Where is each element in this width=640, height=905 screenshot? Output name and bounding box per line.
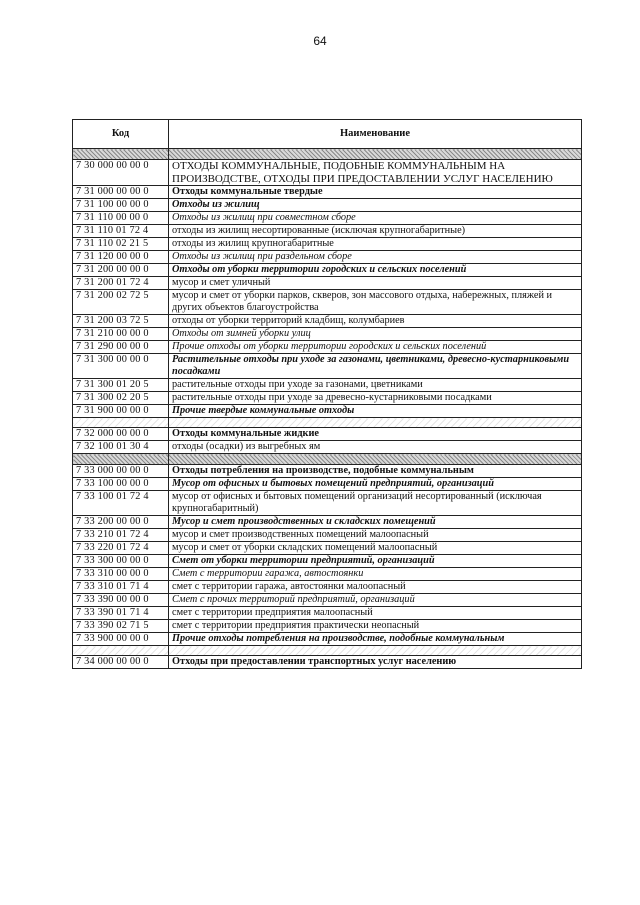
table-row [73, 542, 582, 555]
row-name: мусор и смет уличный [169, 277, 582, 290]
table-row [73, 251, 582, 264]
row-name: мусор и смет производственных помещений малоопасный [169, 529, 582, 542]
separator-cell [73, 454, 169, 465]
row-code: 7 31 200 01 72 4 [73, 277, 169, 290]
waste-classification-table [72, 119, 582, 669]
row-name: Отходы из жилищ [169, 199, 582, 212]
row-name: Прочие твердые коммунальные отходы [169, 405, 582, 418]
row-name: растительные отходы при уходе за газонами, цветниками [169, 379, 582, 392]
table-row [73, 354, 582, 379]
row-code: 7 33 200 00 00 0 [73, 516, 169, 529]
table-row [73, 529, 582, 542]
table-row [73, 379, 582, 392]
row-code: 7 31 120 00 00 0 [73, 251, 169, 264]
row-name: Отходы из жилищ при совместном сборе [169, 212, 582, 225]
table-row [73, 516, 582, 529]
row-code: 7 33 390 00 00 0 [73, 594, 169, 607]
table-row [73, 238, 582, 251]
row-name: Прочие отходы потребления на производстве, подобные коммунальным [169, 633, 582, 646]
table-row [73, 465, 582, 478]
separator-cell [169, 418, 582, 428]
blank-separator-row [73, 646, 582, 656]
row-name: отходы из жилищ крупногабаритные [169, 238, 582, 251]
row-code: 7 33 000 00 00 0 [73, 465, 169, 478]
table-row [73, 555, 582, 568]
row-name: Отходы при предоставлении транспортных услуг населению [169, 656, 582, 669]
row-name: ОТХОДЫ КОММУНАЛЬНЫЕ, ПОДОБНЫЕ КОММУНАЛЬНЫМ НА ПРОИЗВОДСТВЕ, ОТХОДЫ ПРИ ПРЕДОСТАВЛЕНИИ УСЛУГ НАСЕЛЕНИЮ [169, 160, 582, 186]
row-code: 7 31 110 00 00 0 [73, 212, 169, 225]
row-name: растительные отходы при уходе за древесно-кустарниковыми посадками [169, 392, 582, 405]
row-code: 7 32 000 00 00 0 [73, 428, 169, 441]
table-row [73, 581, 582, 594]
row-name: Прочие отходы от уборки территории городских и сельских поселений [169, 341, 582, 354]
separator-cell [169, 646, 582, 656]
row-name: смет с территории предприятия малоопасный [169, 607, 582, 620]
table-row [73, 212, 582, 225]
row-name: Растительные отходы при уходе за газонами, цветниками, древесно-кустарниковыми посадками [169, 354, 582, 379]
table-row [73, 392, 582, 405]
row-code: 7 33 100 00 00 0 [73, 478, 169, 491]
table-row [73, 428, 582, 441]
row-code: 7 33 210 01 72 4 [73, 529, 169, 542]
table-row [73, 633, 582, 646]
row-code: 7 31 200 00 00 0 [73, 264, 169, 277]
row-name: Отходы из жилищ при раздельном сборе [169, 251, 582, 264]
row-code: 7 33 300 00 00 0 [73, 555, 169, 568]
table-row [73, 491, 582, 516]
row-code: 7 30 000 00 00 0 [73, 160, 169, 186]
table-row [73, 186, 582, 199]
row-code: 7 31 200 03 72 5 [73, 315, 169, 328]
table-row [73, 405, 582, 418]
separator-cell [73, 646, 169, 656]
row-code: 7 31 300 00 00 0 [73, 354, 169, 379]
row-code: 7 33 390 02 71 5 [73, 620, 169, 633]
row-name: Отходы от уборки территории городских и сельских поселений [169, 264, 582, 277]
table-row [73, 441, 582, 454]
table-row [73, 594, 582, 607]
row-code: 7 31 900 00 00 0 [73, 405, 169, 418]
table-row [73, 341, 582, 354]
row-code: 7 31 210 00 00 0 [73, 328, 169, 341]
row-name: мусор от офисных и бытовых помещений организаций несортированный (исключая крупногабаритный) [169, 491, 582, 516]
row-code: 7 33 390 01 71 4 [73, 607, 169, 620]
row-code: 7 31 100 00 00 0 [73, 199, 169, 212]
separator-cell [169, 149, 582, 160]
row-name: Отходы коммунальные жидкие [169, 428, 582, 441]
row-code: 7 31 290 00 00 0 [73, 341, 169, 354]
table-body [73, 149, 582, 669]
table-row [73, 656, 582, 669]
table-row [73, 478, 582, 491]
row-code: 7 31 200 02 72 5 [73, 290, 169, 315]
table-row [73, 328, 582, 341]
table-row [73, 607, 582, 620]
row-code: 7 33 310 00 00 0 [73, 568, 169, 581]
row-name: Отходы коммунальные твердые [169, 186, 582, 199]
page-number: 64 [313, 34, 327, 48]
row-code: 7 33 900 00 00 0 [73, 633, 169, 646]
row-name: мусор и смет от уборки парков, скверов, зон массового отдыха, набережных, пляжей и других объектов благоустройства [169, 290, 582, 315]
table-row [73, 315, 582, 328]
row-name: Смет с территории гаража, автостоянки [169, 568, 582, 581]
table-row [73, 568, 582, 581]
row-name: Мусор от офисных и бытовых помещений предприятий, организаций [169, 478, 582, 491]
row-name: отходы из жилищ несортированные (исключая крупногабаритные) [169, 225, 582, 238]
row-code: 7 33 220 01 72 4 [73, 542, 169, 555]
shaded-separator-row [73, 149, 582, 160]
row-name: смет с территории предприятия практически неопасный [169, 620, 582, 633]
row-code: 7 31 300 02 20 5 [73, 392, 169, 405]
row-code: 7 31 300 01 20 5 [73, 379, 169, 392]
separator-cell [169, 454, 582, 465]
row-code: 7 32 100 01 30 4 [73, 441, 169, 454]
row-name: отходы от уборки территорий кладбищ, колумбариев [169, 315, 582, 328]
table-row [73, 264, 582, 277]
table-row [73, 225, 582, 238]
row-code: 7 33 100 01 72 4 [73, 491, 169, 516]
row-code: 7 31 110 01 72 4 [73, 225, 169, 238]
row-code: 7 31 000 00 00 0 [73, 186, 169, 199]
table-header-row [73, 120, 582, 149]
table-row [73, 160, 582, 186]
row-name: Смет от уборки территории предприятий, организаций [169, 555, 582, 568]
shaded-separator-row [73, 454, 582, 465]
row-name: Смет с прочих территорий предприятий, организаций [169, 594, 582, 607]
row-code: 7 34 000 00 00 0 [73, 656, 169, 669]
row-code: 7 31 110 02 21 5 [73, 238, 169, 251]
table-row [73, 620, 582, 633]
row-name: Отходы потребления на производстве, подобные коммунальным [169, 465, 582, 478]
row-name: мусор и смет от уборки складских помещений малоопасный [169, 542, 582, 555]
separator-cell [73, 418, 169, 428]
row-name: Мусор и смет производственных и складских помещений [169, 516, 582, 529]
table-row [73, 290, 582, 315]
row-name: Отходы от зимней уборки улиц [169, 328, 582, 341]
blank-separator-row [73, 418, 582, 428]
row-name: смет с территории гаража, автостоянки малоопасный [169, 581, 582, 594]
table-row [73, 277, 582, 290]
table-row [73, 199, 582, 212]
row-name: отходы (осадки) из выгребных ям [169, 441, 582, 454]
name-column-header: Наименование [169, 120, 582, 149]
row-code: 7 33 310 01 71 4 [73, 581, 169, 594]
separator-cell [73, 149, 169, 160]
code-column-header: Код [73, 120, 169, 149]
